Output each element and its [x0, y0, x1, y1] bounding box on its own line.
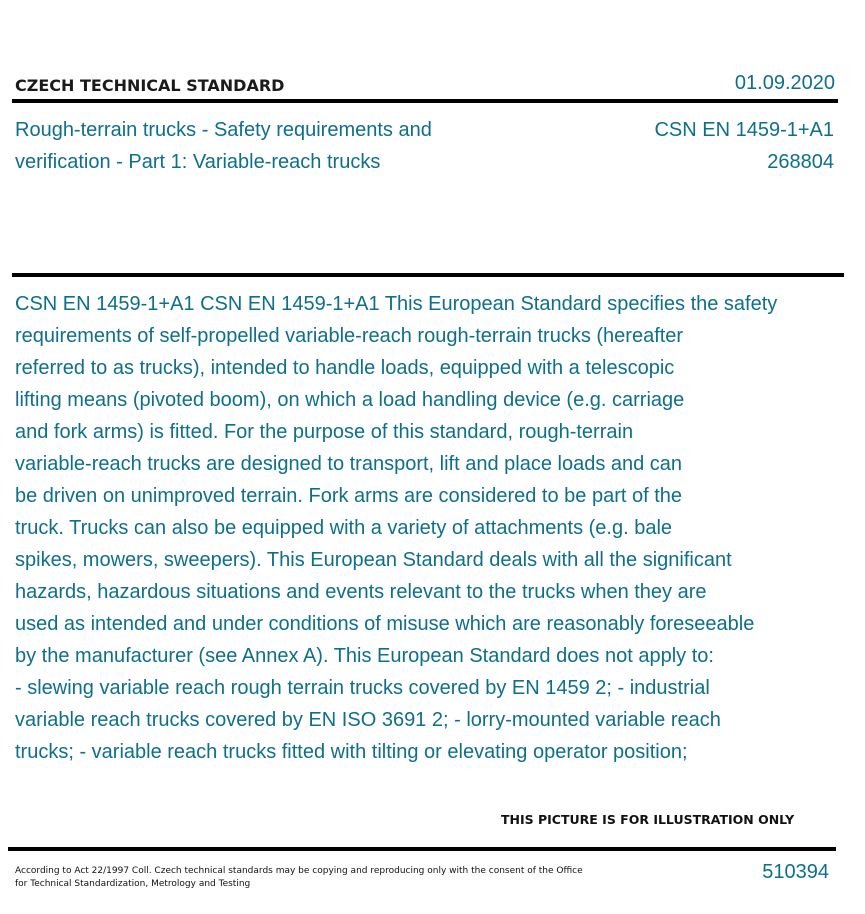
- abstract-line: requirements of self-propelled variable-reach rough-terrain trucks (hereafter: [15, 325, 684, 347]
- document-type-label: CZECH TECHNICAL STANDARD: [15, 76, 285, 95]
- section-divider: [12, 273, 844, 277]
- abstract-line: trucks; - variable reach trucks fitted with tilting or elevating operator position;: [15, 741, 688, 763]
- abstract-line: and fork arms) is fitted. For the purpose of this standard, rough-terrain: [15, 421, 634, 443]
- legal-notice: [15, 865, 595, 891]
- abstract-text: [15, 288, 855, 768]
- header-divider: [12, 99, 838, 103]
- abstract-line: spikes, mowers, sweepers). This European Standard deals with all the significant: [15, 549, 732, 571]
- abstract-line: CSN EN 1459-1+A1 CSN EN 1459-1+A1 This European Standard specifies the safety: [15, 293, 778, 315]
- abstract-line: - slewing variable reach rough terrain trucks covered by EN 1459 2; - industrial: [15, 677, 710, 699]
- footer-divider: [8, 847, 836, 851]
- abstract-line: by the manufacturer (see Annex A). This European Standard does not apply to:: [15, 645, 714, 667]
- standard-identifier: [654, 114, 834, 178]
- abstract-line: truck. Trucks can also be equipped with a variety of attachments (e.g. bale: [15, 517, 673, 539]
- abstract-line: variable-reach trucks are designed to transport, lift and place loads and can: [15, 453, 683, 475]
- standard-title-line: Rough-terrain trucks - Safety requirements and: [15, 119, 432, 141]
- legal-notice-line: for Technical Standardization, Metrology and Testing: [15, 879, 251, 889]
- abstract-line: referred to as trucks), intended to handle loads, equipped with a telescopic: [15, 357, 675, 379]
- legal-notice-line: According to Act 22/1997 Coll. Czech technical standards may be copying and reproducing only with the consent of the Office: [15, 866, 583, 876]
- abstract-line: be driven on unimproved terrain. Fork arms are considered to be part of the: [15, 485, 683, 507]
- publication-date: 01.09.2020: [734, 72, 835, 94]
- abstract-line: lifting means (pivoted boom), on which a load handling device (e.g. carriage: [15, 389, 685, 411]
- catalog-number: 268804: [767, 151, 834, 173]
- abstract-line: used as intended and under conditions of misuse which are reasonably foreseeable: [15, 613, 755, 635]
- abstract-line: hazards, hazardous situations and events relevant to the trucks when they are: [15, 581, 707, 603]
- standard-title-line: verification - Part 1: Variable-reach trucks: [15, 151, 381, 173]
- abstract-line: variable reach trucks covered by EN ISO 3691 2; - lorry-mounted variable reach: [15, 709, 721, 731]
- illustration-disclaimer: THIS PICTURE IS FOR ILLUSTRATION ONLY: [501, 812, 795, 827]
- standard-code: CSN EN 1459-1+A1: [654, 119, 834, 141]
- standard-title: [15, 114, 485, 178]
- footer-reference-number: 510394: [762, 861, 829, 883]
